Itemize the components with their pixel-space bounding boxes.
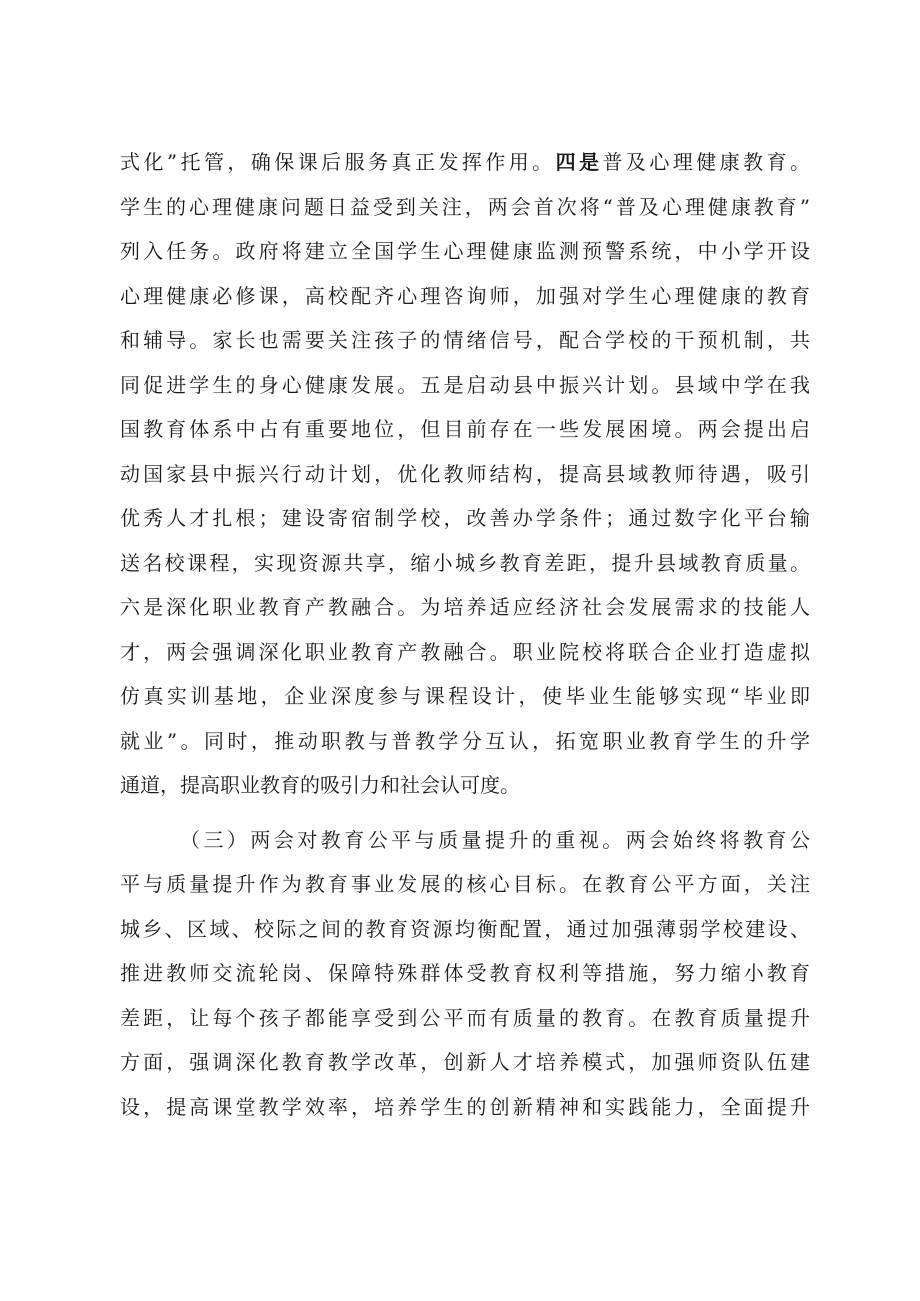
paragraph-gap bbox=[120, 808, 810, 818]
text-line: 通道，提高职业教育的吸引力和社会认可度。 bbox=[120, 773, 520, 797]
text-line: 城乡、区域、校际之间的教育资源均衡配置，通过加强薄弱学校建设、 bbox=[120, 916, 810, 941]
text-line: 国教育体系中占有重要地位，但目前存在一些发展困境。两会提出启 bbox=[120, 417, 810, 441]
text-line: 设，提高课堂教学效率，培养学生的创新精神和实践能力，全面提升 bbox=[120, 1094, 810, 1119]
text-line: 方面，强调深化教育教学改革，创新人才培养模式，加强师资队伍建 bbox=[120, 1050, 810, 1074]
text-line: 动国家县中振兴行动计划，优化教师结构，提高县域教师待遇，吸引 bbox=[120, 461, 810, 486]
text-line: 推进教师交流轮岗、保障特殊群体受教育权利等措施，努力缩小教育 bbox=[120, 961, 810, 985]
text-line: 才，两会强调深化职业教育产教融合。职业院校将联合企业打造虚拟 bbox=[120, 639, 810, 664]
text-line: 优秀人才扎根；建设寄宿制学校，改善办学条件；通过数字化平台输 bbox=[120, 506, 810, 530]
text-line: 仿真实训基地，企业深度参与课程设计，使毕业生能够实现“毕业即 bbox=[120, 684, 810, 708]
bold-marker: 四是 bbox=[555, 150, 603, 174]
text-line: 送名校课程，实现资源共享，缩小城乡教育差距，提升县域教育质量。 bbox=[120, 550, 810, 575]
text-line: 列入任务。政府将建立全国学生心理健康监测预警系统，中小学开设 bbox=[120, 239, 810, 263]
text-line: 同促进学生的身心健康发展。五是启动县中振兴计划。县域中学在我 bbox=[120, 372, 810, 397]
text-segment: 普及心理健康教育。 bbox=[602, 150, 810, 174]
body-text bbox=[120, 140, 810, 1129]
text-line: 和辅导。家长也需要关注孩子的情绪信号，配合学校的干预机制，共 bbox=[120, 328, 810, 352]
text-line: 学生的心理健康问题日益受到关注，两会首次将“普及心理健康教育” bbox=[120, 194, 810, 219]
text-line: 心理健康必修课，高校配齐心理咨询师，加强对学生心理健康的教育 bbox=[120, 283, 810, 308]
text-line: 平与质量提升作为教育事业发展的核心目标。在教育公平方面，关注 bbox=[120, 872, 810, 896]
text-segment: 式化”托管，确保课后服务真正发挥作用。 bbox=[120, 150, 556, 174]
text-line: 就业”。同时，推动职教与普教学分互认，拓宽职业教育学生的升学 bbox=[120, 728, 810, 753]
text-line: 差距，让每个孩子都能享受到公平而有质量的教育。在教育质量提升 bbox=[120, 1005, 810, 1030]
text-line bbox=[120, 140, 810, 185]
text-line: 六是深化职业教育产教融合。为培养适应经济社会发展需求的技能人 bbox=[120, 595, 810, 619]
text-line: （三）两会对教育公平与质量提升的重视。两会始终将教育公 bbox=[180, 827, 810, 852]
